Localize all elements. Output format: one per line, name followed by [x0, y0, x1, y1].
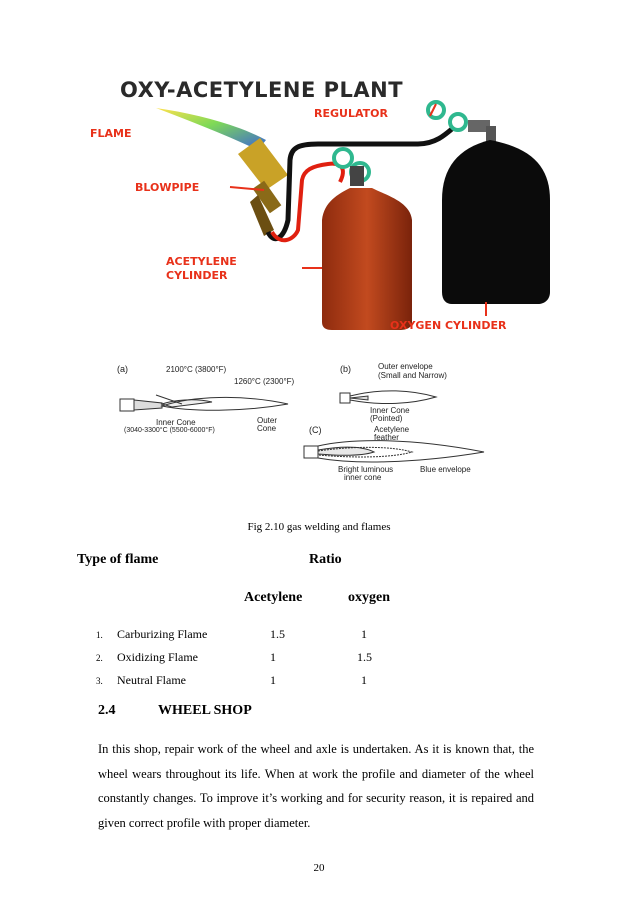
acetylene-ratio: 1.5: [270, 627, 285, 641]
flame-type-name: Oxidizing Flame: [117, 650, 198, 664]
table-header-type: Type of flame: [77, 552, 159, 567]
acetylene-ratio: 1: [270, 650, 276, 664]
acetylene-cylinder-label-2: CYLINDER: [166, 269, 228, 282]
plant-title: OXY-ACETYLENE PLANT: [120, 78, 404, 102]
flame-a-label: (a): [117, 364, 128, 374]
flame-type-name: Neutral Flame: [117, 673, 186, 687]
oxygen-cylinder-label: OXYGEN CYLINDER: [390, 319, 507, 332]
table-header-acetylene: Acetylene: [244, 590, 303, 605]
page-number: 20: [313, 862, 325, 874]
section-number: 2.4: [98, 703, 116, 718]
row-number: 2.: [96, 653, 103, 663]
table-header-ratio: Ratio: [309, 552, 342, 567]
oxy-acetylene-plant-figure: [88, 70, 578, 340]
row-number: 3.: [96, 676, 103, 686]
section-title: WHEEL SHOP: [158, 703, 252, 718]
flame-b-label: (b): [340, 364, 351, 374]
regulator-label: REGULATOR: [314, 107, 388, 120]
flame-shape: [156, 108, 266, 150]
flame-type-name: Carburizing Flame: [117, 627, 208, 641]
flame-types-figure: [112, 360, 502, 490]
flame-label: FLAME: [90, 127, 132, 140]
flame-b-outer-2: (Small and Narrow): [378, 371, 447, 380]
acetylene-cylinder-shape: [322, 188, 412, 330]
flame-c-bright-2: inner cone: [344, 473, 382, 482]
flame-c-label: (C): [309, 425, 322, 435]
row-number: 1.: [96, 630, 103, 640]
flame-c-feather-2: feather: [374, 433, 399, 442]
flame-b-outer-1: Outer envelope: [378, 362, 433, 371]
flame-c-feather-1: Acetylene: [374, 425, 410, 434]
flame-a-temp-1: 2100°C (3800°F): [166, 365, 227, 374]
section-paragraph: In this shop, repair work of the wheel and axle is undertaken. As it is known that, the wheel wears throughout its life. When at work the profile and diameter of the wheel constantly changes. To improve it’s working and for security reason, it is repaired and given correct profile with proper diameter.: [98, 742, 534, 830]
flame-b-inner-2: (Pointed): [370, 414, 403, 423]
flame-c-blue-envelope: Blue envelope: [420, 465, 471, 474]
flame-a-inner-temp: (3040-3300°C (5500-6000°F): [124, 427, 215, 434]
flame-a-outer-cone-1: Outer: [257, 416, 278, 425]
table-header-oxygen: oxygen: [348, 590, 390, 605]
flame-b-inner-1: Inner Cone: [370, 406, 410, 415]
figure-caption: Fig 2.10 gas welding and flames: [247, 521, 391, 533]
flame-a-temp-2: 1260°C (2300°F): [234, 377, 295, 386]
oxygen-ratio: 1: [361, 627, 367, 641]
flame-a-inner-cone: Inner Cone: [156, 418, 196, 427]
oxygen-cylinder-shape: [442, 140, 550, 304]
oxygen-ratio: 1.5: [357, 650, 372, 664]
oxygen-gauge-2: [450, 114, 466, 130]
flame-c-bright-1: Bright luminous: [338, 465, 394, 474]
acetylene-gauge-1: [334, 149, 352, 167]
acetylene-ratio: 1: [270, 673, 276, 687]
oxygen-ratio: 1: [361, 673, 367, 687]
acetylene-cylinder-label-1: ACETYLENE: [166, 255, 237, 268]
blowpipe-label: BLOWPIPE: [135, 181, 200, 194]
flame-a-outer-cone-2: Cone: [257, 424, 277, 433]
